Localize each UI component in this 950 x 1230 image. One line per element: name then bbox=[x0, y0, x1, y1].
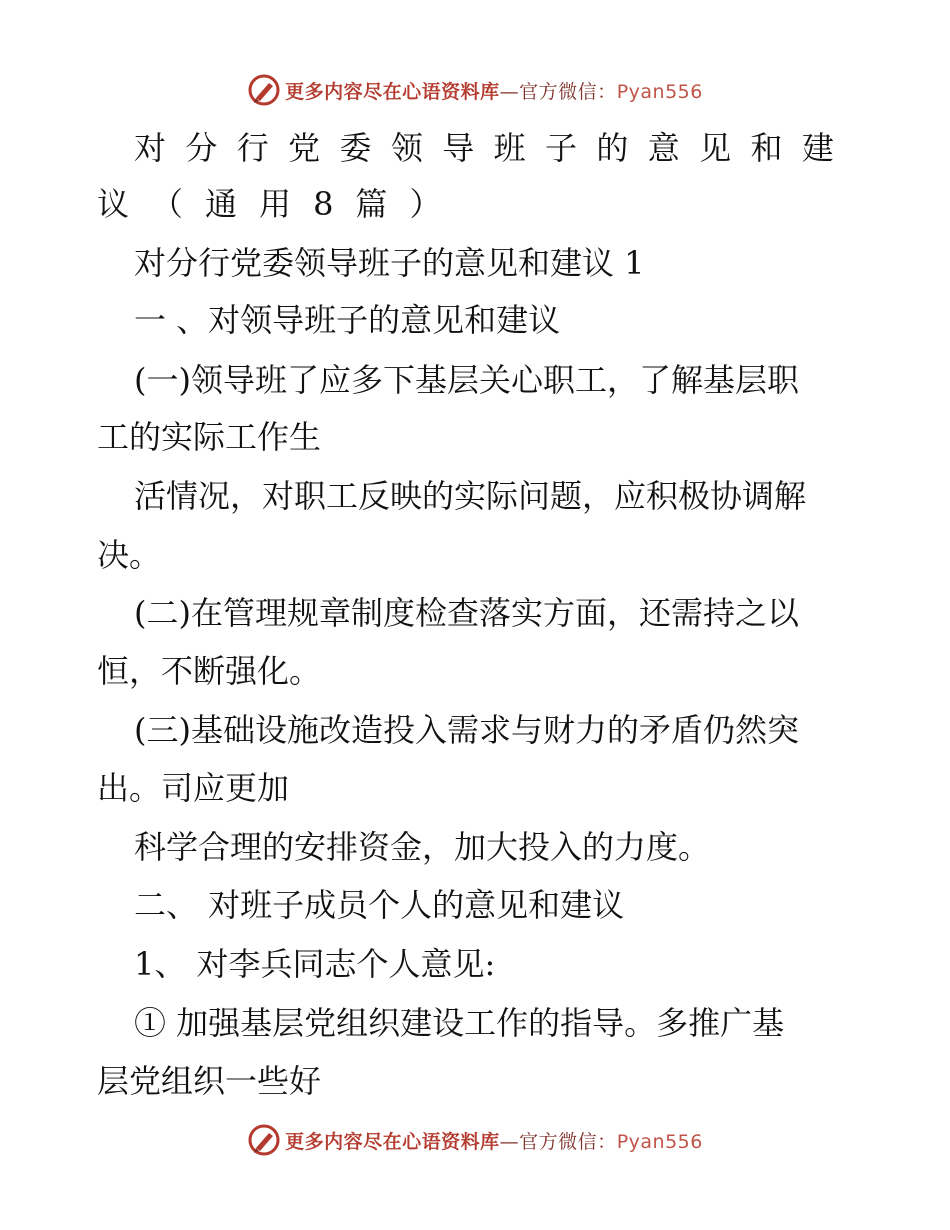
title-char: ） bbox=[409, 185, 442, 223]
pen-logo-icon bbox=[247, 1123, 281, 1157]
banner-site-text: 更多内容尽在心语资料库 bbox=[285, 1130, 500, 1153]
title-char: 篇 bbox=[355, 185, 388, 223]
title-line-1 bbox=[134, 128, 834, 168]
paragraph-line: (三)基础设施改造投入需求与财力的矛盾仍然突 bbox=[134, 711, 799, 749]
paragraph-line: 活情况，对职工反映的实际问题，应积极协调解 bbox=[134, 477, 807, 515]
section-heading-1: 一 、对领导班子的意见和建议 bbox=[134, 301, 561, 339]
paragraph-line: 层党组织一些好 bbox=[97, 1062, 322, 1100]
title-char: 通 bbox=[205, 185, 238, 223]
subsection-heading: 1、 对李兵同志个人意见: bbox=[134, 945, 496, 983]
footer-banner bbox=[0, 1120, 950, 1160]
title-char: 的 bbox=[596, 129, 629, 167]
banner-dash-text: —官方微信： bbox=[499, 1130, 617, 1153]
title-line-2 bbox=[97, 184, 441, 224]
title-char: 行 bbox=[236, 129, 269, 167]
title-char: 议 bbox=[97, 185, 130, 223]
banner-id-text: Pyan556 bbox=[616, 1130, 703, 1153]
title-char: 分 bbox=[185, 129, 218, 167]
title-char: 8 bbox=[313, 185, 334, 223]
paragraph-line: 科学合理的安排资金，加大投入的力度。 bbox=[134, 828, 711, 866]
title-char: 用 bbox=[259, 185, 292, 223]
paragraph-line: (一)领导班了应多下基层关心职工，了解基层职 bbox=[134, 361, 799, 399]
title-char: 和 bbox=[750, 129, 783, 167]
title-char: 子 bbox=[545, 129, 578, 167]
paragraph-line: ① 加强基层党组织建设工作的指导。多推广基 bbox=[134, 1004, 785, 1042]
subtitle: 对分行党委领导班子的意见和建议 1 bbox=[134, 244, 645, 282]
paragraph-line: 出。司应更加 bbox=[97, 769, 290, 807]
title-char: （ bbox=[151, 185, 184, 223]
banner-text bbox=[285, 1127, 703, 1154]
paragraph-line: (二)在管理规章制度检查落实方面，还需持之以 bbox=[134, 594, 799, 632]
title-char: 意 bbox=[647, 129, 680, 167]
title-char: 领 bbox=[390, 129, 423, 167]
title-char: 导 bbox=[442, 129, 475, 167]
title-char: 建 bbox=[801, 129, 834, 167]
title-char: 对 bbox=[134, 129, 167, 167]
section-heading-2: 二、 对班子成员个人的意见和建议 bbox=[134, 886, 625, 924]
banner-id-text: Pyan556 bbox=[616, 80, 703, 103]
banner-site-text: 更多内容尽在心语资料库 bbox=[285, 80, 500, 103]
title-char: 班 bbox=[493, 129, 526, 167]
paragraph-line: 恒，不断强化。 bbox=[97, 652, 322, 690]
paragraph-line: 决。 bbox=[97, 536, 162, 574]
title-char: 党 bbox=[288, 129, 321, 167]
paragraph-line: 工的实际工作生 bbox=[97, 418, 322, 456]
banner-text bbox=[285, 77, 703, 104]
title-char: 委 bbox=[339, 129, 372, 167]
pen-logo-icon bbox=[247, 73, 281, 107]
title-char: 见 bbox=[699, 129, 732, 167]
banner-dash-text: —官方微信： bbox=[499, 80, 617, 103]
header-banner bbox=[0, 70, 950, 110]
